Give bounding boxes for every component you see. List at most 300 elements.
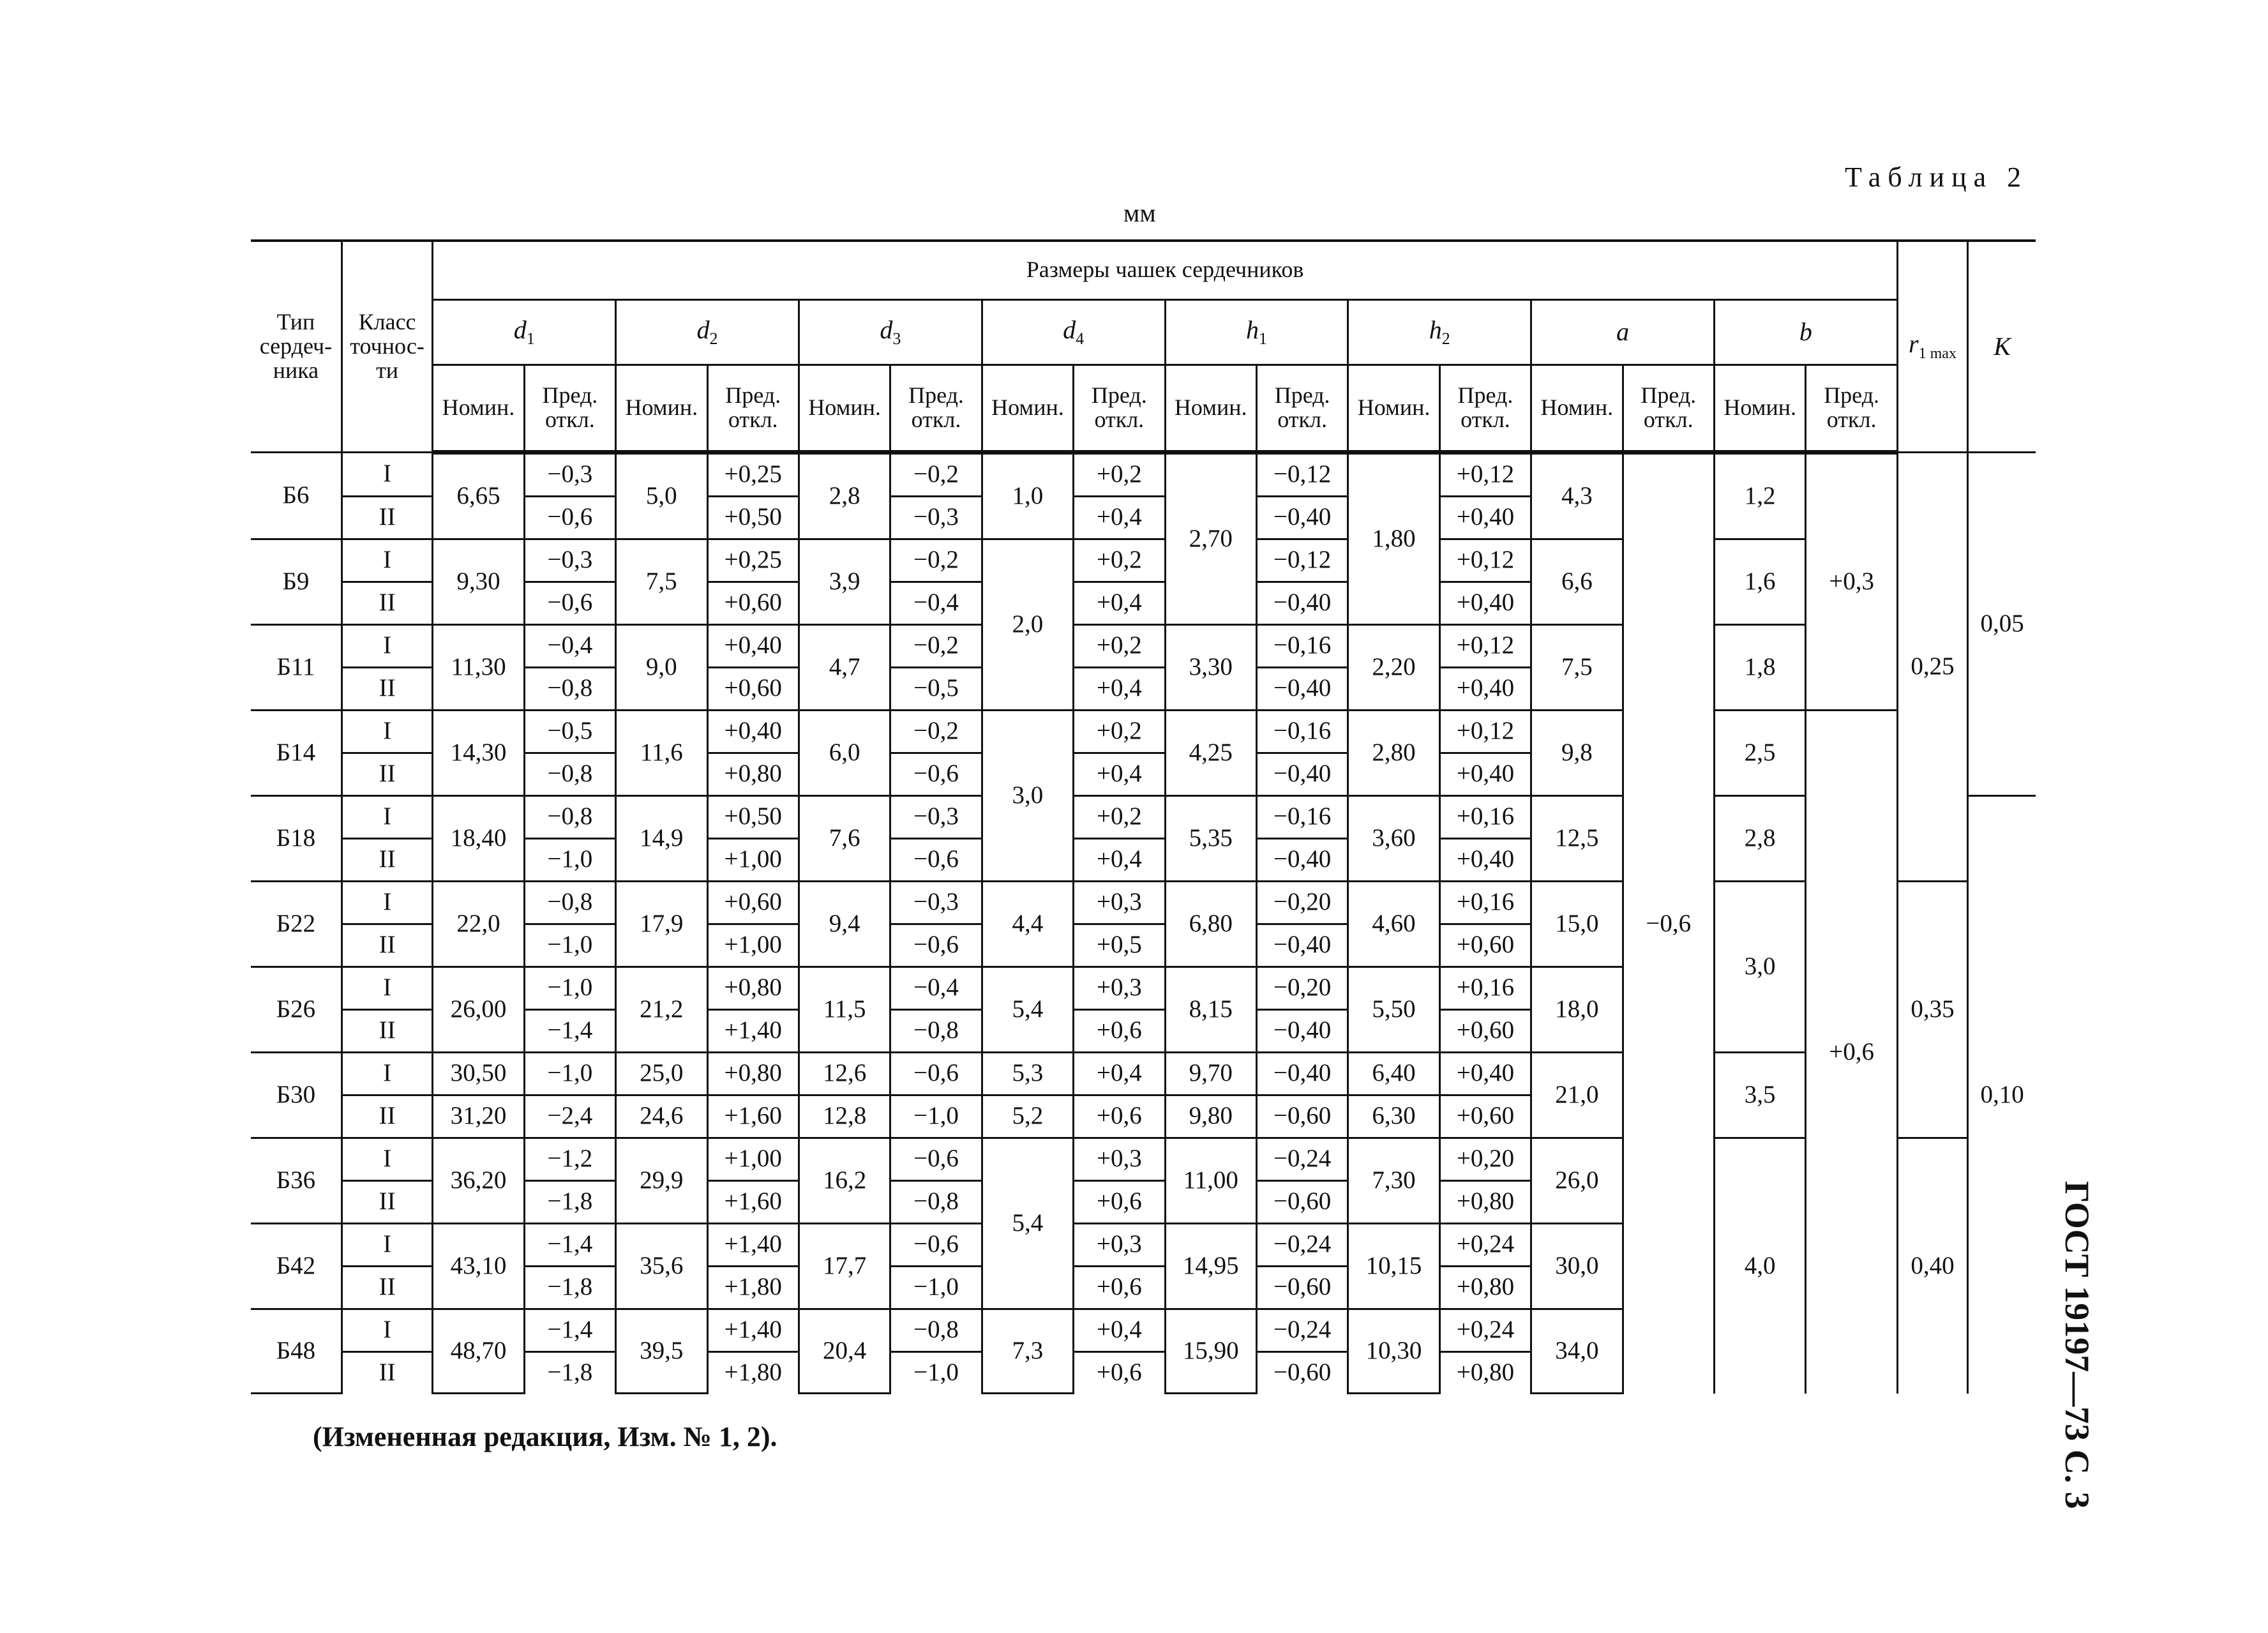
b-nominal: 3,0 xyxy=(1714,881,1805,1052)
d3-deviation: −0,8 xyxy=(890,1180,982,1223)
header-nominal: Номин. xyxy=(1165,365,1256,452)
h1-nominal: 2,70 xyxy=(1165,452,1256,624)
h2-deviation: +0,16 xyxy=(1439,795,1531,838)
d3-deviation: −0,6 xyxy=(890,924,982,967)
core-type: Б26 xyxy=(251,967,342,1052)
d3-deviation: −0,3 xyxy=(890,496,982,539)
accuracy-class: I xyxy=(342,624,432,667)
d2-deviation: +0,25 xyxy=(707,539,799,582)
d2-nominal: 25,0 xyxy=(616,1052,707,1095)
d4-deviation: +0,6 xyxy=(1074,1095,1165,1138)
accuracy-class: I xyxy=(342,1223,432,1266)
d1-deviation: −0,4 xyxy=(524,624,615,667)
h1-nominal: 3,30 xyxy=(1165,624,1256,710)
h1-deviation: −0,60 xyxy=(1256,1351,1348,1394)
d4-nominal: 1,0 xyxy=(982,452,1073,539)
d3-deviation: −0,6 xyxy=(890,753,982,795)
h1-deviation: −0,12 xyxy=(1256,539,1348,582)
d2-deviation: +0,50 xyxy=(707,496,799,539)
accuracy-class: I xyxy=(342,967,432,1009)
d4-deviation: +0,3 xyxy=(1074,881,1165,924)
h2-deviation: +0,40 xyxy=(1439,838,1531,881)
a-deviation: −0,6 xyxy=(1623,452,1714,1394)
d1-deviation: −0,8 xyxy=(524,753,615,795)
accuracy-class: II xyxy=(342,496,432,539)
b-nominal: 2,5 xyxy=(1714,710,1805,795)
accuracy-class: I xyxy=(342,710,432,753)
header-dim-h2: $h_2$ xyxy=(1348,299,1531,365)
d3-deviation: −1,0 xyxy=(890,1095,982,1138)
table-row xyxy=(251,539,2036,582)
accuracy-class: I xyxy=(342,795,432,838)
header-k: K xyxy=(1968,241,2036,452)
h1-nominal: 9,80 xyxy=(1165,1095,1256,1138)
a-nominal: 34,0 xyxy=(1531,1309,1623,1394)
d4-deviation: +0,4 xyxy=(1074,1309,1165,1351)
accuracy-class: I xyxy=(342,1138,432,1180)
accuracy-class: II xyxy=(342,1351,432,1394)
d3-nominal: 6,0 xyxy=(799,710,890,795)
h1-deviation: −0,60 xyxy=(1256,1266,1348,1309)
b-nominal: 4,0 xyxy=(1714,1138,1805,1394)
a-nominal: 18,0 xyxy=(1531,967,1623,1052)
d1-nominal: 43,10 xyxy=(433,1223,524,1309)
d3-deviation: −0,2 xyxy=(890,624,982,667)
d4-nominal: 3,0 xyxy=(982,710,1073,881)
a-nominal: 4,3 xyxy=(1531,452,1623,539)
d2-nominal: 17,9 xyxy=(616,881,707,967)
d1-deviation: −1,2 xyxy=(524,1138,615,1180)
h2-nominal: 5,50 xyxy=(1348,967,1439,1052)
h2-deviation: +0,24 xyxy=(1439,1223,1531,1266)
accuracy-class: II xyxy=(342,1180,432,1223)
b-nominal: 3,5 xyxy=(1714,1052,1805,1138)
footnote: (Измененная редакция, Изм. № 1, 2). xyxy=(313,1421,777,1452)
d4-nominal: 5,4 xyxy=(982,1138,1073,1309)
h1-deviation: −0,24 xyxy=(1256,1223,1348,1266)
b-nominal: 2,8 xyxy=(1714,795,1805,881)
core-type: Б36 xyxy=(251,1138,342,1223)
d3-nominal: 3,9 xyxy=(799,539,890,624)
d1-deviation: −1,0 xyxy=(524,1052,615,1095)
d2-nominal: 24,6 xyxy=(616,1095,707,1138)
units-label: мм xyxy=(1123,199,1156,227)
d4-deviation: +0,2 xyxy=(1074,539,1165,582)
d3-deviation: −0,6 xyxy=(890,1223,982,1266)
header-dim-b: b xyxy=(1714,299,1897,365)
d4-deviation: +0,4 xyxy=(1074,667,1165,710)
d1-nominal: 14,30 xyxy=(433,710,524,795)
accuracy-class: I xyxy=(342,1052,432,1095)
h1-nominal: 6,80 xyxy=(1165,881,1256,967)
d2-deviation: +1,80 xyxy=(707,1266,799,1309)
d1-deviation: −0,8 xyxy=(524,881,615,924)
accuracy-class: II xyxy=(342,924,432,967)
header-deviation: Пред. откл. xyxy=(890,365,982,452)
d3-nominal: 20,4 xyxy=(799,1309,890,1394)
d1-deviation: −1,0 xyxy=(524,838,615,881)
header-nominal: Номин. xyxy=(1348,365,1439,452)
table-row xyxy=(251,1138,2036,1180)
h2-deviation: +0,24 xyxy=(1439,1309,1531,1351)
h1-deviation: −0,60 xyxy=(1256,1095,1348,1138)
d2-deviation: +0,40 xyxy=(707,710,799,753)
h1-deviation: −0,40 xyxy=(1256,1009,1348,1052)
core-type: Б48 xyxy=(251,1309,342,1394)
d2-deviation: +1,40 xyxy=(707,1009,799,1052)
header-class: Класс точности xyxy=(342,241,432,452)
h2-nominal: 2,20 xyxy=(1348,624,1439,710)
d2-deviation: +1,40 xyxy=(707,1309,799,1351)
h1-deviation: −0,40 xyxy=(1256,1052,1348,1095)
accuracy-class: II xyxy=(342,753,432,795)
core-type: Б9 xyxy=(251,539,342,624)
d3-nominal: 2,8 xyxy=(799,452,890,539)
h1-deviation: −0,40 xyxy=(1256,753,1348,795)
d1-deviation: −0,6 xyxy=(524,582,615,624)
d4-nominal: 5,3 xyxy=(982,1052,1073,1095)
h1-nominal: 4,25 xyxy=(1165,710,1256,795)
core-type: Б42 xyxy=(251,1223,342,1309)
core-type: Б18 xyxy=(251,795,342,881)
d4-deviation: +0,2 xyxy=(1074,452,1165,496)
d3-nominal: 11,5 xyxy=(799,967,890,1052)
a-nominal: 21,0 xyxy=(1531,1052,1623,1138)
d2-deviation: +0,50 xyxy=(707,795,799,838)
d2-nominal: 35,6 xyxy=(616,1223,707,1309)
d3-deviation: −0,2 xyxy=(890,710,982,753)
d2-deviation: +0,60 xyxy=(707,667,799,710)
h1-nominal: 14,95 xyxy=(1165,1223,1256,1309)
d2-deviation: +0,60 xyxy=(707,881,799,924)
r1max-value: 0,25 xyxy=(1897,452,1967,881)
header-dim-d2: $d_2$ xyxy=(616,299,799,365)
d2-deviation: +0,80 xyxy=(707,1052,799,1095)
b-nominal: 1,2 xyxy=(1714,452,1805,539)
b-deviation: +0,3 xyxy=(1806,452,1897,710)
h1-deviation: −0,16 xyxy=(1256,624,1348,667)
d1-nominal: 6,65 xyxy=(433,452,524,539)
h1-nominal: 5,35 xyxy=(1165,795,1256,881)
accuracy-class: II xyxy=(342,582,432,624)
d3-deviation: −0,3 xyxy=(890,795,982,838)
d2-deviation: +0,60 xyxy=(707,582,799,624)
h2-deviation: +0,80 xyxy=(1439,1266,1531,1309)
document-reference: ГОСТ 19197—73 С. 3 xyxy=(2058,1181,2096,1509)
d3-nominal: 17,7 xyxy=(799,1223,890,1309)
header-nominal: Номин. xyxy=(433,365,524,452)
core-type: Б6 xyxy=(251,452,342,539)
h2-deviation: +0,60 xyxy=(1439,1009,1531,1052)
d4-deviation: +0,3 xyxy=(1074,1223,1165,1266)
d3-nominal: 12,6 xyxy=(799,1052,890,1095)
h2-deviation: +0,60 xyxy=(1439,1095,1531,1138)
d2-deviation: +0,80 xyxy=(707,967,799,1009)
d1-deviation: −1,8 xyxy=(524,1351,615,1394)
header-nominal: Номин. xyxy=(616,365,707,452)
h2-nominal: 10,30 xyxy=(1348,1309,1439,1394)
h1-deviation: −0,16 xyxy=(1256,710,1348,753)
accuracy-class: I xyxy=(342,452,432,496)
d2-nominal: 39,5 xyxy=(616,1309,707,1394)
d3-nominal: 7,6 xyxy=(799,795,890,881)
d1-deviation: −0,6 xyxy=(524,496,615,539)
d1-deviation: −1,4 xyxy=(524,1309,615,1351)
table-row xyxy=(251,795,2036,838)
d2-nominal: 5,0 xyxy=(616,452,707,539)
d4-deviation: +0,3 xyxy=(1074,967,1165,1009)
d1-nominal: 18,40 xyxy=(433,795,524,881)
d1-deviation: −0,8 xyxy=(524,667,615,710)
accuracy-class: I xyxy=(342,539,432,582)
d2-nominal: 11,6 xyxy=(616,710,707,795)
h2-deviation: +0,80 xyxy=(1439,1351,1531,1394)
d4-deviation: +0,4 xyxy=(1074,496,1165,539)
d1-deviation: −1,4 xyxy=(524,1223,615,1266)
d3-nominal: 16,2 xyxy=(799,1138,890,1223)
h1-deviation: −0,40 xyxy=(1256,838,1348,881)
d2-deviation: +1,60 xyxy=(707,1095,799,1138)
h2-deviation: +0,16 xyxy=(1439,967,1531,1009)
d1-nominal: 9,30 xyxy=(433,539,524,624)
table-row xyxy=(251,452,2036,496)
d2-deviation: +0,40 xyxy=(707,624,799,667)
d4-deviation: +0,2 xyxy=(1074,710,1165,753)
d3-deviation: −1,0 xyxy=(890,1266,982,1309)
d2-deviation: +1,60 xyxy=(707,1180,799,1223)
h1-deviation: −0,24 xyxy=(1256,1309,1348,1351)
h1-deviation: −0,24 xyxy=(1256,1138,1348,1180)
d4-deviation: +0,4 xyxy=(1074,753,1165,795)
d3-nominal: 4,7 xyxy=(799,624,890,710)
h2-deviation: +0,12 xyxy=(1439,452,1531,496)
d1-deviation: −0,8 xyxy=(524,795,615,838)
d2-nominal: 9,0 xyxy=(616,624,707,710)
table-row xyxy=(251,624,2036,667)
h2-deviation: +0,12 xyxy=(1439,624,1531,667)
d4-nominal: 5,4 xyxy=(982,967,1073,1052)
h1-nominal: 8,15 xyxy=(1165,967,1256,1052)
header-dim-h1: $h_1$ xyxy=(1165,299,1348,365)
d1-nominal: 30,50 xyxy=(433,1052,524,1095)
h1-deviation: −0,60 xyxy=(1256,1180,1348,1223)
d1-deviation: −0,5 xyxy=(524,710,615,753)
d2-nominal: 7,5 xyxy=(616,539,707,624)
h2-deviation: +0,12 xyxy=(1439,710,1531,753)
r1max-value: 0,40 xyxy=(1897,1138,1967,1394)
b-nominal: 1,6 xyxy=(1714,539,1805,624)
core-type: Б14 xyxy=(251,710,342,795)
d4-deviation: +0,6 xyxy=(1074,1266,1165,1309)
d4-deviation: +0,4 xyxy=(1074,838,1165,881)
d3-deviation: −0,8 xyxy=(890,1009,982,1052)
d1-deviation: −1,0 xyxy=(524,967,615,1009)
d1-deviation: −1,8 xyxy=(524,1180,615,1223)
accuracy-class: II xyxy=(342,1266,432,1309)
header-deviation: Пред. откл. xyxy=(1256,365,1348,452)
d1-deviation: −1,4 xyxy=(524,1009,615,1052)
h2-nominal: 2,80 xyxy=(1348,710,1439,795)
d4-nominal: 5,2 xyxy=(982,1095,1073,1138)
h1-nominal: 11,00 xyxy=(1165,1138,1256,1223)
h2-deviation: +0,16 xyxy=(1439,881,1531,924)
d2-deviation: +0,25 xyxy=(707,452,799,496)
d2-deviation: +1,00 xyxy=(707,838,799,881)
b-nominal: 1,8 xyxy=(1714,624,1805,710)
d1-deviation: −1,0 xyxy=(524,924,615,967)
d2-deviation: +0,80 xyxy=(707,753,799,795)
d3-deviation: −0,3 xyxy=(890,881,982,924)
d2-deviation: +1,80 xyxy=(707,1351,799,1394)
h2-nominal: 6,40 xyxy=(1348,1052,1439,1095)
h2-deviation: +0,40 xyxy=(1439,582,1531,624)
d1-deviation: −1,8 xyxy=(524,1266,615,1309)
d3-deviation: −0,2 xyxy=(890,539,982,582)
header-deviation: Пред. откл. xyxy=(1074,365,1165,452)
d2-nominal: 21,2 xyxy=(616,967,707,1052)
h1-deviation: −0,20 xyxy=(1256,967,1348,1009)
table-row xyxy=(251,1052,2036,1095)
d1-nominal: 11,30 xyxy=(433,624,524,710)
h2-deviation: +0,40 xyxy=(1439,496,1531,539)
d4-deviation: +0,4 xyxy=(1074,1052,1165,1095)
d1-nominal: 36,20 xyxy=(433,1138,524,1223)
accuracy-class: I xyxy=(342,1309,432,1351)
d3-nominal: 12,8 xyxy=(799,1095,890,1138)
header-dim-d3: $d_3$ xyxy=(799,299,982,365)
d4-deviation: +0,6 xyxy=(1074,1009,1165,1052)
h1-deviation: −0,40 xyxy=(1256,496,1348,539)
d1-nominal: 48,70 xyxy=(433,1309,524,1394)
header-type: Тип сердечника xyxy=(251,241,342,452)
h2-nominal: 4,60 xyxy=(1348,881,1439,967)
accuracy-class: I xyxy=(342,881,432,924)
d1-nominal: 22,0 xyxy=(433,881,524,967)
table-header xyxy=(251,241,2036,452)
h1-deviation: −0,12 xyxy=(1256,452,1348,496)
header-dim-a: a xyxy=(1531,299,1715,365)
d4-nominal: 4,4 xyxy=(982,881,1073,967)
core-type: Б11 xyxy=(251,624,342,710)
header-dim-d1: $d_1$ xyxy=(433,299,616,365)
h1-nominal: 15,90 xyxy=(1165,1309,1256,1394)
d3-deviation: −0,8 xyxy=(890,1309,982,1351)
table-row xyxy=(251,710,2036,753)
h1-nominal: 9,70 xyxy=(1165,1052,1256,1095)
core-dimensions-table xyxy=(251,239,2036,1394)
d4-deviation: +0,5 xyxy=(1074,924,1165,967)
h2-nominal: 3,60 xyxy=(1348,795,1439,881)
header-group: Размеры чашек сердечников xyxy=(433,241,1898,299)
h2-deviation: +0,12 xyxy=(1439,539,1531,582)
header-deviation: Пред. откл. xyxy=(1806,365,1897,452)
h2-deviation: +0,20 xyxy=(1439,1138,1531,1180)
a-nominal: 30,0 xyxy=(1531,1223,1623,1309)
h2-deviation: +0,40 xyxy=(1439,1052,1531,1095)
accuracy-class: II xyxy=(342,667,432,710)
h1-deviation: −0,40 xyxy=(1256,924,1348,967)
d4-nominal: 7,3 xyxy=(982,1309,1073,1394)
d3-deviation: −0,4 xyxy=(890,967,982,1009)
header-r1max: $r_{1 max}$ xyxy=(1897,241,1967,452)
h1-deviation: −0,40 xyxy=(1256,667,1348,710)
table-caption: Таблица 2 xyxy=(1845,162,2029,193)
d2-deviation: +1,00 xyxy=(707,1138,799,1180)
d3-deviation: −1,0 xyxy=(890,1351,982,1394)
d2-deviation: +1,40 xyxy=(707,1223,799,1266)
d3-deviation: −0,5 xyxy=(890,667,982,710)
accuracy-class: II xyxy=(342,1095,432,1138)
h1-deviation: −0,16 xyxy=(1256,795,1348,838)
r1max-value: 0,35 xyxy=(1897,881,1967,1138)
k-value: 0,05 xyxy=(1968,452,2036,795)
h2-deviation: +0,40 xyxy=(1439,753,1531,795)
a-nominal: 12,5 xyxy=(1531,795,1623,881)
d1-nominal: 31,20 xyxy=(433,1095,524,1138)
d1-deviation: −0,3 xyxy=(524,539,615,582)
d2-deviation: +1,00 xyxy=(707,924,799,967)
h2-nominal: 6,30 xyxy=(1348,1095,1439,1138)
h1-deviation: −0,40 xyxy=(1256,582,1348,624)
h2-nominal: 7,30 xyxy=(1348,1138,1439,1223)
table-body xyxy=(251,452,2036,1394)
a-nominal: 26,0 xyxy=(1531,1138,1623,1223)
accuracy-class: II xyxy=(342,838,432,881)
d2-nominal: 14,9 xyxy=(616,795,707,881)
d4-deviation: +0,2 xyxy=(1074,795,1165,838)
a-nominal: 9,8 xyxy=(1531,710,1623,795)
d3-deviation: −0,6 xyxy=(890,1052,982,1095)
b-deviation: +0,6 xyxy=(1806,710,1897,1394)
d3-deviation: −0,2 xyxy=(890,452,982,496)
d3-deviation: −0,6 xyxy=(890,838,982,881)
header-nominal: Номин. xyxy=(1531,365,1623,452)
header-dim-d4: $d_4$ xyxy=(982,299,1165,365)
core-type: Б22 xyxy=(251,881,342,967)
h2-deviation: +0,40 xyxy=(1439,667,1531,710)
d4-nominal: 2,0 xyxy=(982,539,1073,710)
d4-deviation: +0,4 xyxy=(1074,582,1165,624)
k-value: 0,10 xyxy=(1968,795,2036,1394)
d2-nominal: 29,9 xyxy=(616,1138,707,1223)
accuracy-class: II xyxy=(342,1009,432,1052)
a-nominal: 15,0 xyxy=(1531,881,1623,967)
table-row xyxy=(251,881,2036,924)
d4-deviation: +0,3 xyxy=(1074,1138,1165,1180)
h2-nominal: 10,15 xyxy=(1348,1223,1439,1309)
a-nominal: 7,5 xyxy=(1531,624,1623,710)
d1-nominal: 26,00 xyxy=(433,967,524,1052)
d4-deviation: +0,6 xyxy=(1074,1180,1165,1223)
h1-deviation: −0,20 xyxy=(1256,881,1348,924)
d1-deviation: −0,3 xyxy=(524,452,615,496)
a-nominal: 6,6 xyxy=(1531,539,1623,624)
d4-deviation: +0,2 xyxy=(1074,624,1165,667)
d3-deviation: −0,6 xyxy=(890,1138,982,1180)
h2-deviation: +0,80 xyxy=(1439,1180,1531,1223)
header-nominal: Номин. xyxy=(799,365,890,452)
core-type: Б30 xyxy=(251,1052,342,1138)
h2-nominal: 1,80 xyxy=(1348,452,1439,624)
header-deviation: Пред. откл. xyxy=(1623,365,1714,452)
d3-deviation: −0,4 xyxy=(890,582,982,624)
header-nominal: Номин. xyxy=(1714,365,1805,452)
h2-deviation: +0,60 xyxy=(1439,924,1531,967)
header-nominal: Номин. xyxy=(982,365,1073,452)
d3-nominal: 9,4 xyxy=(799,881,890,967)
d4-deviation: +0,6 xyxy=(1074,1351,1165,1394)
d1-deviation: −2,4 xyxy=(524,1095,615,1138)
